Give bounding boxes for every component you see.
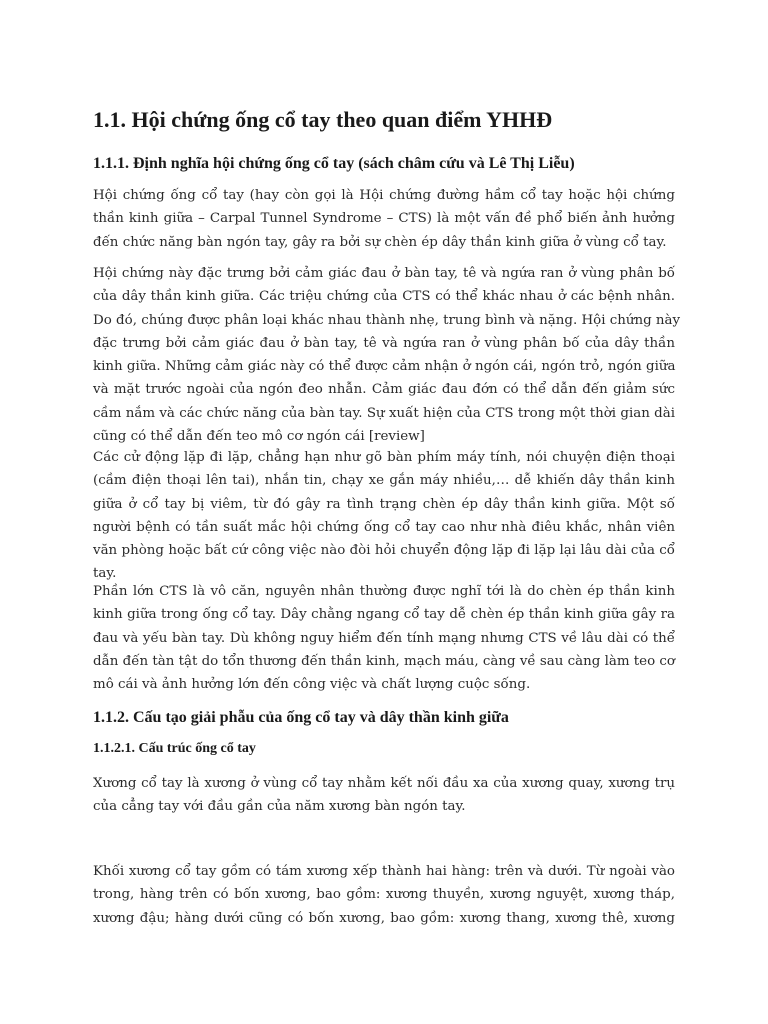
paragraph-line: và mặt trước ngoài của ngón đeo nhẫn. Cảm giác đau đớn có thể dẫn đến giảm sức	[93, 382, 675, 398]
paragraph-line: Các cử động lặp đi lặp, chẳng hạn như gõ bàn phím máy tính, nói chuyện điện thoại	[93, 450, 675, 465]
paragraph-line: giữa ở cổ tay bị viêm, từ đó gây ra tình trạng chèn ép dây thần kinh giữa. Một số	[93, 496, 675, 512]
paragraph-line: văn phòng hoặc bất cứ công việc nào đòi hỏi chuyển động lặp đi lặp lại lâu dài của cổ	[93, 543, 675, 559]
paragraph-idiopathic	[93, 580, 675, 696]
paragraph-line: của dây thần kinh giữa. Các triệu chứng của CTS có thể khác nhau ở các bệnh nhân.	[93, 289, 675, 305]
paragraph-carpal-bones	[93, 772, 675, 819]
paragraph-line: mô cái và ảnh hưởng lớn đến công việc và chất lượng cuộc sống.	[93, 677, 531, 693]
paragraph-line: đến chức năng bàn ngón tay, gây ra bởi sự chèn ép dây thần kinh giữa ở vùng cổ tay.	[93, 234, 667, 250]
paragraph-line: trong, hàng trên có bốn xương, bao gồm: xương thuyền, xương nguyệt, xương tháp,	[93, 887, 675, 903]
paragraph-symptoms	[93, 262, 681, 448]
subsubsection-heading-1-1-2-1: 1.1.2.1. Cấu trúc ống cổ tay	[93, 741, 256, 756]
paragraph-line: kinh giữa. Những cảm giác này có thể được cảm nhận ở ngón cái, ngón trỏ, ngón giữa	[93, 359, 676, 375]
paragraph-line: cầm nắm và các chức năng của bàn tay. Sự xuất hiện của CTS trong một thời gian dài	[93, 405, 675, 421]
paragraph-line: của cẳng tay với đầu gần của năm xương bàn ngón tay.	[93, 799, 466, 815]
paragraph-line: kinh giữa trong ống cổ tay. Dây chằng ngang cổ tay dễ chèn ép thần kinh giữa gây ra	[93, 607, 675, 623]
paragraph-line: người bệnh có tần suất mắc hội chứng ống cổ tay cao như nhà điêu khắc, nhân viên	[93, 519, 675, 535]
paragraph-carpal-rows	[93, 860, 675, 930]
subsection-heading-1-1-2: 1.1.2. Cấu tạo giải phẫu của ống cổ tay và dây thần kinh giữa	[93, 709, 509, 726]
paragraph-line: đau và yếu bàn tay. Dù không nguy hiểm đến tính mạng nhưng CTS về lâu dài có thể	[93, 630, 675, 646]
paragraph-definition	[93, 184, 675, 254]
document-page	[93, 0, 681, 1024]
paragraph-line: tay.	[93, 566, 117, 582]
paragraph-line: đặc trưng bởi cảm giác đau ở bàn tay, tê và ngứa ran ở vùng phân bố của dây thần	[93, 335, 675, 351]
paragraph-line: thần kinh giữa – Carpal Tunnel Syndrome – CTS) là một vấn đề phổ biến ảnh hưởng	[93, 211, 675, 227]
paragraph-line: (cầm điện thoại lên tai), nhắn tin, chạy xe gắn máy nhiều,… dễ khiến dây thần kinh	[93, 473, 675, 489]
paragraph-line: Hội chứng này đặc trưng bởi cảm giác đau ở bàn tay, tê và ngứa ran ở vùng phân bố	[93, 266, 675, 281]
paragraph-line: Khối xương cổ tay gồm có tám xương xếp thành hai hàng: trên và dưới. Từ ngoài vào	[93, 864, 675, 879]
paragraph-line: cũng có thể dẫn đến teo mô cơ ngón cái [review]	[93, 429, 425, 445]
paragraph-causes	[93, 446, 675, 586]
paragraph-line: Phần lớn CTS là vô căn, nguyên nhân thường được nghĩ tới là do chèn ép thần kinh	[93, 584, 675, 599]
paragraph-line: Xương cổ tay là xương ở vùng cổ tay nhằm kết nối đầu xa của xương quay, xương trụ	[93, 776, 675, 791]
paragraph-line: dẫn đến tàn tật do tổn thương đến thần kinh, mạch máu, càng về sau càng làm teo cơ	[93, 653, 675, 669]
paragraph-line: Hội chứng ống cổ tay (hay còn gọi là Hội chứng đường hầm cổ tay hoặc hội chứng	[93, 188, 675, 203]
paragraph-line: Do đó, chúng được phân loại khác nhau thành nhẹ, trung bình và nặng. Hội chứng này	[93, 312, 681, 328]
section-heading-1-1: 1.1. Hội chứng ống cổ tay theo quan điểm YHHĐ	[93, 107, 553, 132]
subsection-heading-1-1-1: 1.1.1. Định nghĩa hội chứng ống cổ tay (sách châm cứu và Lê Thị Liễu)	[93, 155, 575, 172]
paragraph-line: xương đậu; hàng dưới cũng có bốn xương, bao gồm: xương thang, xương thê, xương	[93, 910, 675, 926]
